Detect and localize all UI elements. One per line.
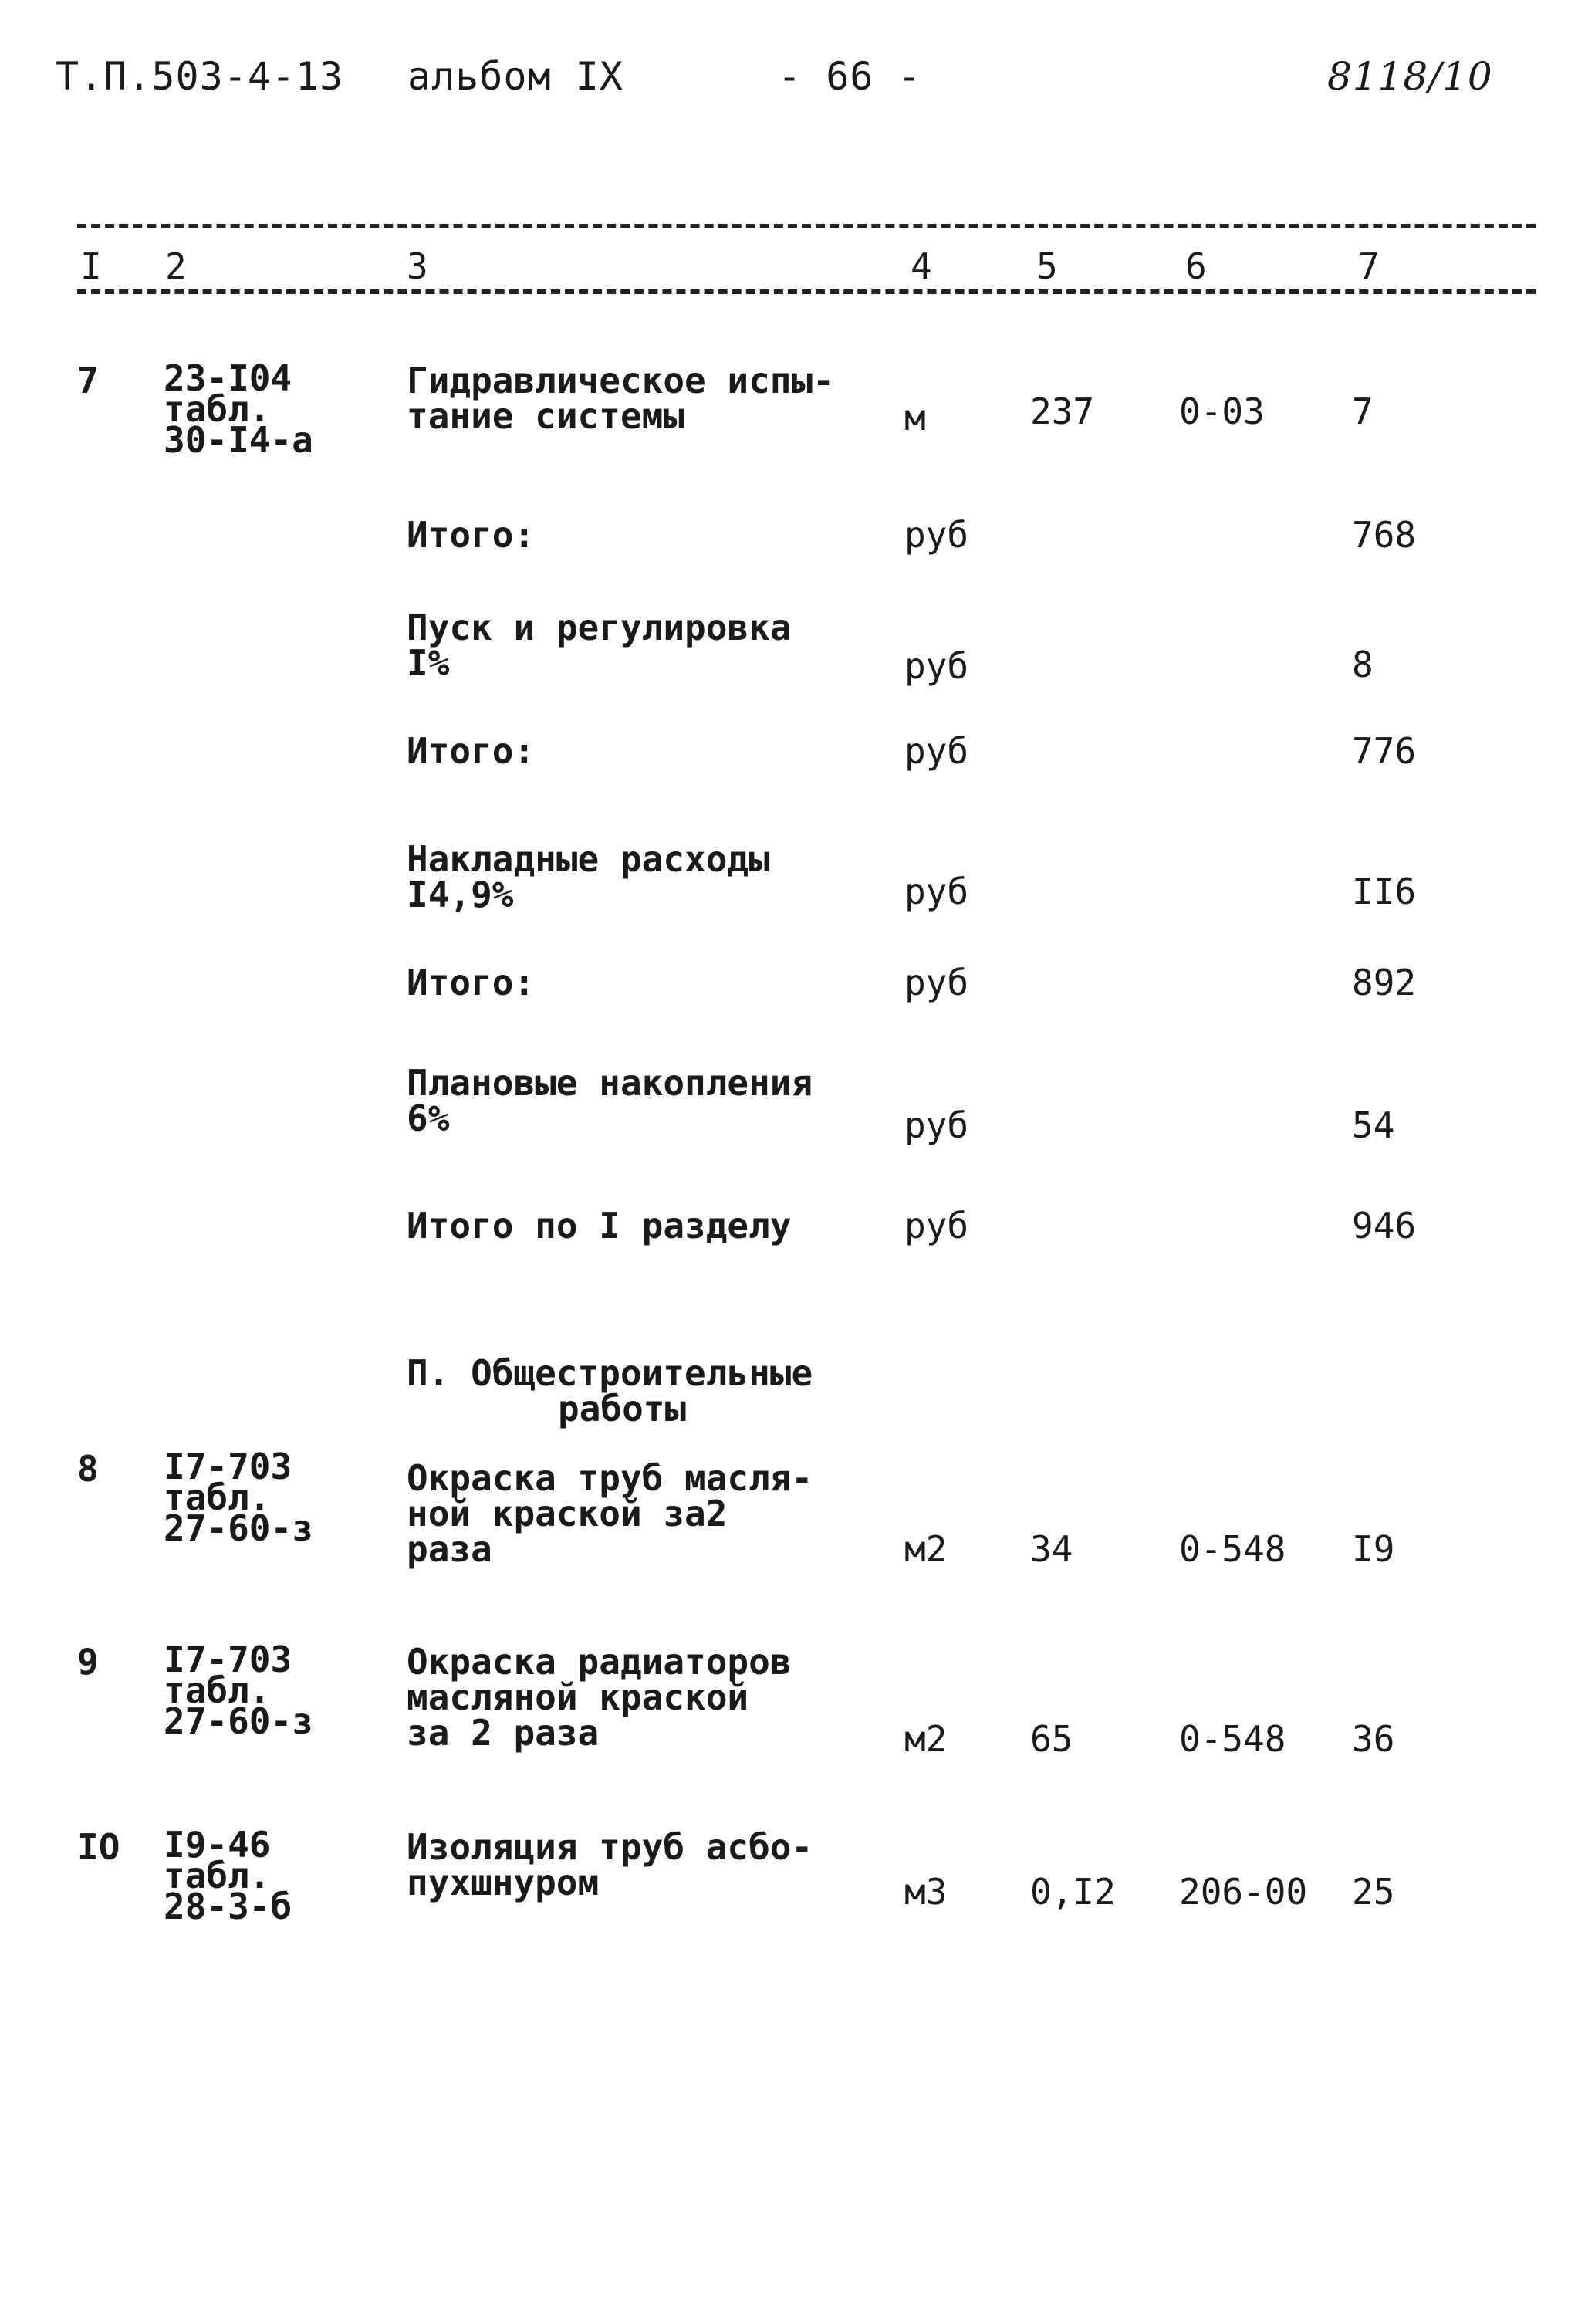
page-number: - 66 -	[778, 54, 922, 99]
work-description: Итого:	[407, 962, 536, 1003]
unit: руб	[904, 1205, 969, 1247]
work-description: Пуск и регулировка I%	[407, 607, 792, 684]
section-heading	[407, 1320, 813, 1462]
section-heading-line-1: П. Общестроительные	[407, 1352, 813, 1394]
norm-code: I7-703 табл. 27-60-з	[164, 1639, 313, 1742]
header-divider-top	[77, 224, 1536, 228]
unit-price: 206-00	[1179, 1871, 1308, 1913]
document-code: Т.П.503-4-13	[56, 54, 344, 99]
quantity: 34	[1030, 1528, 1073, 1570]
total-cost: 36	[1352, 1718, 1395, 1760]
column-number-7: 7	[1358, 245, 1380, 287]
sheet-number: 8118/10	[1327, 54, 1493, 99]
total-cost: 892	[1352, 962, 1417, 1003]
work-description: Плановые накопления 6%	[407, 1062, 813, 1139]
unit: руб	[904, 514, 969, 556]
unit-price: 0-548	[1179, 1718, 1286, 1760]
total-cost: 25	[1352, 1871, 1395, 1913]
section-heading-line-2: работы	[558, 1388, 687, 1429]
total-cost: 776	[1352, 730, 1417, 772]
total-cost: 946	[1352, 1205, 1417, 1247]
column-number-1: I	[80, 245, 102, 287]
unit: руб	[904, 871, 969, 912]
unit: м3	[904, 1871, 948, 1913]
work-description: Итого по I разделу	[407, 1205, 792, 1247]
total-cost: I9	[1352, 1528, 1395, 1570]
unit: руб	[904, 1104, 969, 1146]
column-number-2: 2	[165, 245, 187, 287]
header-divider-bottom	[77, 289, 1536, 294]
work-description: Итого:	[407, 730, 536, 772]
unit: м2	[904, 1718, 948, 1760]
unit-price: 0-548	[1179, 1528, 1286, 1570]
unit: м2	[904, 1528, 948, 1570]
column-number-3: 3	[407, 245, 428, 287]
unit: руб	[904, 962, 969, 1003]
total-cost: 768	[1352, 514, 1417, 556]
column-number-5: 5	[1036, 245, 1058, 287]
row-number: 9	[77, 1641, 99, 1683]
column-number-4: 4	[911, 245, 932, 287]
unit: м	[904, 397, 926, 438]
unit-price: 0-03	[1179, 391, 1265, 432]
quantity: 0,I2	[1030, 1871, 1116, 1913]
work-description: Окраска радиаторов масляной краской за 2 раза	[407, 1641, 792, 1754]
work-description: Окраска труб масля- ной краской за2 раза	[407, 1457, 813, 1570]
work-description: Итого:	[407, 514, 536, 556]
row-number: IO	[77, 1826, 120, 1868]
total-cost: 7	[1352, 391, 1374, 432]
unit: руб	[904, 645, 969, 687]
column-number-6: 6	[1185, 245, 1207, 287]
work-description: Гидравлическое испы- тание системы	[407, 360, 834, 437]
quantity: 237	[1030, 391, 1095, 432]
total-cost: 54	[1352, 1104, 1395, 1146]
album-label: альбом IX	[407, 54, 623, 99]
row-number: 8	[77, 1448, 99, 1490]
norm-code: 23-I04 табл. 30-I4-а	[164, 357, 313, 461]
unit: руб	[904, 730, 969, 772]
work-description: Изоляция труб асбо- пухшнуром	[407, 1826, 813, 1903]
total-cost: 8	[1352, 644, 1374, 685]
row-number: 7	[77, 360, 99, 401]
total-cost: II6	[1352, 871, 1417, 912]
quantity: 65	[1030, 1718, 1073, 1760]
norm-code: I9-46 табл. 28-3-б	[164, 1824, 292, 1927]
norm-code: I7-703 табл. 27-60-з	[164, 1446, 313, 1549]
work-description: Накладные расходы I4,9%	[407, 838, 770, 915]
